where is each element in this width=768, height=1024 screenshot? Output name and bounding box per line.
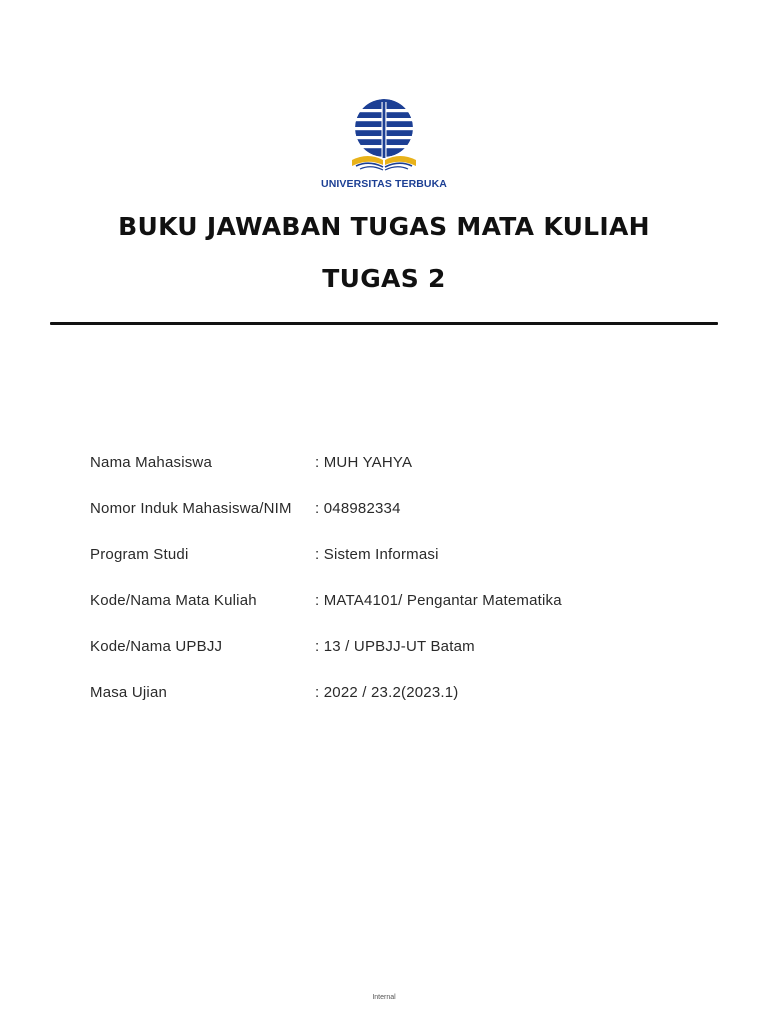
info-label: Masa Ujian <box>90 684 168 701</box>
student-info-table <box>90 454 710 730</box>
info-row-masa-ujian <box>90 684 710 730</box>
info-row-nim <box>90 500 710 546</box>
info-row-nama <box>90 454 710 500</box>
document-subtitle: TUGAS 2 <box>322 264 446 293</box>
info-value: : 13 / UPBJJ-UT Batam <box>315 638 475 655</box>
info-value: : 048982334 <box>315 500 401 517</box>
info-value: : 2022 / 23.2(2023.1) <box>315 684 459 701</box>
info-value: : MUH YAHYA <box>315 454 413 471</box>
document-title: BUKU JAWABAN TUGAS MATA KULIAH <box>118 212 650 241</box>
info-label: Program Studi <box>90 546 189 563</box>
info-row-program-studi <box>90 546 710 592</box>
classification-label: Internal <box>372 994 396 1001</box>
title-divider <box>50 322 718 325</box>
universitas-terbuka-emblem-icon <box>344 94 424 184</box>
info-label: Kode/Nama Mata Kuliah <box>90 592 257 609</box>
info-label: Nama Mahasiswa <box>90 454 213 471</box>
info-value: : MATA4101/ Pengantar Matematika <box>315 592 562 609</box>
info-row-mata-kuliah <box>90 592 710 638</box>
info-label: Nomor Induk Mahasiswa/NIM <box>90 500 292 517</box>
info-label: Kode/Nama UPBJJ <box>90 638 223 655</box>
info-value: : Sistem Informasi <box>315 546 439 563</box>
logo-caption: UNIVERSITAS TERBUKA <box>321 178 447 190</box>
info-row-upbjj <box>90 638 710 684</box>
